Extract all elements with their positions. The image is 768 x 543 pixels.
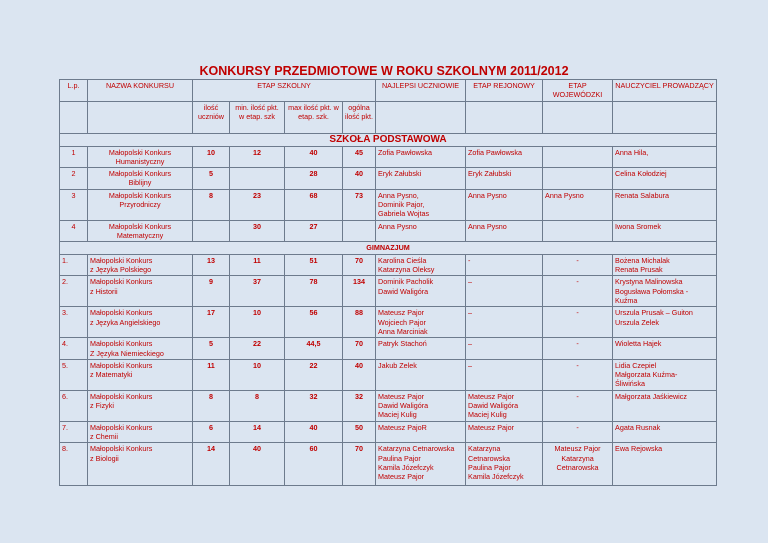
table-row bbox=[60, 307, 717, 338]
row-min: 10 bbox=[230, 359, 285, 390]
row-wojewodzki-line: Cetnarowska bbox=[556, 463, 599, 473]
row-nauczyciel bbox=[613, 338, 717, 360]
row-min: 8 bbox=[230, 390, 285, 421]
header-blank bbox=[613, 101, 717, 133]
row-rejonowy-line: – bbox=[468, 339, 473, 349]
row-max: 22 bbox=[285, 359, 343, 390]
row-rejonowy bbox=[466, 421, 543, 443]
row-wojewodzki bbox=[543, 254, 613, 276]
row-najlepsi bbox=[376, 146, 466, 168]
table-row bbox=[60, 276, 717, 307]
row-name bbox=[88, 421, 193, 443]
row-rejonowy bbox=[466, 443, 543, 486]
row-max: 51 bbox=[285, 254, 343, 276]
row-wojewodzki bbox=[543, 421, 613, 443]
row-najlepsi bbox=[376, 189, 466, 220]
row-najlepsi-line: Mateusz PajoR bbox=[378, 422, 427, 432]
row-min: 11 bbox=[230, 254, 285, 276]
row-name-line: Małopolski Konkurs bbox=[108, 147, 172, 157]
row-wojewodzki-line: - bbox=[576, 255, 579, 265]
row-najlepsi bbox=[376, 359, 466, 390]
row-najlepsi-line: Paulina Pajor bbox=[378, 453, 421, 463]
row-nauczyciel-line: Małgorzata Jaśkiewicz bbox=[615, 391, 687, 401]
row-lp: 5. bbox=[60, 359, 88, 390]
row-name bbox=[88, 146, 193, 168]
row-ilosc: 10 bbox=[193, 146, 230, 168]
row-rejonowy bbox=[466, 276, 543, 307]
row-nauczyciel bbox=[613, 254, 717, 276]
row-wojewodzki bbox=[543, 146, 613, 168]
row-min: 22 bbox=[230, 338, 285, 360]
row-name bbox=[88, 359, 193, 390]
row-name-line: z Historii bbox=[90, 286, 118, 296]
row-nauczyciel bbox=[613, 390, 717, 421]
row-nauczyciel-line: Bożena Michalak bbox=[615, 255, 670, 265]
table-row bbox=[60, 390, 717, 421]
row-wojewodzki bbox=[543, 359, 613, 390]
header-blank bbox=[88, 101, 193, 133]
row-najlepsi bbox=[376, 220, 466, 242]
row-ilosc: 9 bbox=[193, 276, 230, 307]
row-max: 68 bbox=[285, 189, 343, 220]
row-rejonowy-line: Anna Pysno bbox=[468, 221, 507, 231]
row-rejonowy-line: Paulina Pajor bbox=[468, 463, 511, 473]
row-name-line: Małopolski Konkurs bbox=[90, 422, 153, 432]
row-name-line: Z Języka Niemieckiego bbox=[90, 348, 164, 358]
row-najlepsi bbox=[376, 254, 466, 276]
row-najlepsi-line: Mateusz Pajor bbox=[378, 391, 424, 401]
row-min bbox=[230, 168, 285, 190]
row-najlepsi-line: Eryk Załubski bbox=[378, 169, 422, 179]
row-max: 44,5 bbox=[285, 338, 343, 360]
row-ilosc: 5 bbox=[193, 168, 230, 190]
row-wojewodzki bbox=[543, 189, 613, 220]
row-nauczyciel bbox=[613, 307, 717, 338]
row-min: 37 bbox=[230, 276, 285, 307]
row-nauczyciel-line: Agata Rusnak bbox=[615, 422, 661, 432]
row-najlepsi-line: Dawid Waligóra bbox=[378, 401, 429, 411]
row-rejonowy-line: – bbox=[468, 308, 473, 318]
table-row bbox=[60, 220, 717, 242]
row-ogolna: 40 bbox=[343, 359, 376, 390]
row-nauczyciel bbox=[613, 359, 717, 390]
row-name-line: Małopolski Konkurs bbox=[90, 391, 153, 401]
row-nauczyciel bbox=[613, 421, 717, 443]
row-ogolna: 70 bbox=[343, 443, 376, 486]
row-ogolna: 70 bbox=[343, 254, 376, 276]
row-rejonowy-line: Dawid Waligóra bbox=[468, 401, 519, 411]
row-najlepsi-line: Kamila Józefczyk bbox=[378, 463, 434, 473]
row-rejonowy-line: Cetnarowska bbox=[468, 453, 510, 463]
table-row bbox=[60, 146, 717, 168]
header-etap-szkolny: ETAP SZKOLNY bbox=[193, 80, 376, 102]
row-min: 40 bbox=[230, 443, 285, 486]
row-nauczyciel-line: Kuźma bbox=[615, 295, 638, 305]
table-row bbox=[60, 168, 717, 190]
row-lp: 4. bbox=[60, 338, 88, 360]
row-najlepsi bbox=[376, 307, 466, 338]
row-ilosc: 5 bbox=[193, 338, 230, 360]
row-najlepsi-line: Katarzyna Cetnarowska bbox=[378, 444, 455, 454]
row-min: 23 bbox=[230, 189, 285, 220]
row-ogolna bbox=[343, 220, 376, 242]
row-nauczyciel-line: Krystyna Malinowska bbox=[615, 277, 683, 287]
header-blank bbox=[543, 101, 613, 133]
row-nauczyciel bbox=[613, 276, 717, 307]
row-ilosc: 17 bbox=[193, 307, 230, 338]
row-rejonowy bbox=[466, 220, 543, 242]
row-najlepsi-line: Dawid Waligóra bbox=[378, 286, 429, 296]
row-name bbox=[88, 443, 193, 486]
row-najlepsi-line: Gabriela Wojtas bbox=[378, 209, 430, 219]
header-ilosc: ilość uczniów bbox=[193, 101, 230, 133]
row-rejonowy-line: Katarzyna bbox=[468, 444, 501, 454]
row-ogolna: 45 bbox=[343, 146, 376, 168]
row-lp: 2. bbox=[60, 276, 88, 307]
row-lp: 1 bbox=[60, 146, 88, 168]
row-nauczyciel bbox=[613, 220, 717, 242]
row-ilosc: 14 bbox=[193, 443, 230, 486]
row-rejonowy-line: - bbox=[468, 255, 471, 265]
row-rejonowy bbox=[466, 307, 543, 338]
section-heading-podstawowa: SZKOŁA PODSTAWOWA bbox=[60, 133, 717, 146]
row-najlepsi-line: Mateusz Pajor bbox=[378, 308, 424, 318]
row-lp: 2 bbox=[60, 168, 88, 190]
row-name-line: z Chemii bbox=[90, 432, 118, 442]
row-name-line: z Języka Angielskiego bbox=[90, 317, 161, 327]
row-najlepsi-line: Mateusz Pajor bbox=[378, 472, 424, 482]
row-najlepsi-line: Dominik Pacholik bbox=[378, 277, 434, 287]
row-ogolna: 32 bbox=[343, 390, 376, 421]
row-wojewodzki bbox=[543, 220, 613, 242]
row-rejonowy bbox=[466, 189, 543, 220]
row-rejonowy bbox=[466, 254, 543, 276]
row-wojewodzki bbox=[543, 338, 613, 360]
row-rejonowy bbox=[466, 146, 543, 168]
row-lp: 6. bbox=[60, 390, 88, 421]
row-najlepsi-line: Patryk Stachoń bbox=[378, 339, 427, 349]
row-nauczyciel bbox=[613, 146, 717, 168]
row-max: 27 bbox=[285, 220, 343, 242]
row-najlepsi-line: Anna Pysno, bbox=[378, 190, 419, 200]
row-najlepsi-line: Dominik Pajor, bbox=[378, 200, 425, 210]
row-nauczyciel-line: Iwona Sromek bbox=[615, 221, 661, 231]
row-nauczyciel-line: Bogusława Połomska - bbox=[615, 286, 689, 296]
row-ilosc bbox=[193, 220, 230, 242]
table-row bbox=[60, 359, 717, 390]
row-najlepsi bbox=[376, 390, 466, 421]
row-wojewodzki-line: - bbox=[576, 277, 579, 287]
row-wojewodzki bbox=[543, 276, 613, 307]
header-nazwa: NAZWA KONKURSU bbox=[88, 80, 193, 102]
row-name-line: z Matematyki bbox=[90, 370, 133, 380]
row-rejonowy-line: Eryk Załubski bbox=[468, 169, 512, 179]
header-max: max ilość pkt. w etap. szk. bbox=[285, 101, 343, 133]
row-rejonowy-line: – bbox=[468, 277, 473, 287]
row-name bbox=[88, 390, 193, 421]
row-najlepsi-line: Wojciech Pajor bbox=[378, 317, 426, 327]
row-rejonowy-line: Mateusz Pajor bbox=[468, 391, 514, 401]
row-rejonowy-line: Kamila Józefczyk bbox=[468, 472, 524, 482]
row-najlepsi bbox=[376, 338, 466, 360]
header-min: min. ilość pkt. w etap. szk bbox=[230, 101, 285, 133]
header-lp: L.p. bbox=[60, 80, 88, 102]
row-wojewodzki-line: Katarzyna bbox=[561, 453, 594, 463]
table-row bbox=[60, 421, 717, 443]
table-row bbox=[60, 189, 717, 220]
row-ogolna: 134 bbox=[343, 276, 376, 307]
row-ogolna: 40 bbox=[343, 168, 376, 190]
row-nauczyciel-line: Lidia Czepiel bbox=[615, 360, 657, 370]
row-lp: 3. bbox=[60, 307, 88, 338]
row-ilosc: 8 bbox=[193, 189, 230, 220]
row-min: 30 bbox=[230, 220, 285, 242]
row-ogolna: 70 bbox=[343, 338, 376, 360]
row-wojewodzki-line: Anna Pysno bbox=[545, 190, 584, 200]
table-row bbox=[60, 443, 717, 486]
row-name-line: Małopolski Konkurs bbox=[90, 255, 153, 265]
row-rejonowy bbox=[466, 390, 543, 421]
row-nauczyciel-line: Renata Prusak bbox=[615, 264, 663, 274]
row-name-line: z Fizyki bbox=[90, 401, 114, 411]
row-ilosc: 6 bbox=[193, 421, 230, 443]
row-name-line: z Języka Polskiego bbox=[90, 264, 152, 274]
row-rejonowy-line: Zofia Pawłowska bbox=[468, 147, 522, 157]
row-najlepsi bbox=[376, 168, 466, 190]
row-min: 10 bbox=[230, 307, 285, 338]
header-blank bbox=[376, 101, 466, 133]
row-najlepsi-line: Zofia Pawłowska bbox=[378, 147, 432, 157]
row-najlepsi-line: Jakub Zelek bbox=[378, 360, 417, 370]
row-name bbox=[88, 338, 193, 360]
row-rejonowy bbox=[466, 338, 543, 360]
row-najlepsi bbox=[376, 443, 466, 486]
table-row bbox=[60, 338, 717, 360]
row-rejonowy bbox=[466, 359, 543, 390]
row-wojewodzki bbox=[543, 390, 613, 421]
row-lp: 7. bbox=[60, 421, 88, 443]
contest-table bbox=[59, 79, 717, 486]
row-wojewodzki bbox=[543, 168, 613, 190]
row-ogolna: 73 bbox=[343, 189, 376, 220]
row-lp: 4 bbox=[60, 220, 88, 242]
row-nauczyciel-line: Anna Hila, bbox=[615, 147, 649, 157]
row-name-line: Matematyczny bbox=[116, 231, 164, 241]
row-nauczyciel bbox=[613, 168, 717, 190]
header-rejonowy: ETAP REJONOWY bbox=[466, 80, 543, 102]
row-nauczyciel-line: Wioletta Hajek bbox=[615, 339, 662, 349]
row-name-line: Małopolski Konkurs bbox=[90, 308, 153, 318]
row-wojewodzki-line: - bbox=[576, 391, 579, 401]
row-ilosc: 8 bbox=[193, 390, 230, 421]
row-najlepsi-line: Anna Marciniak bbox=[378, 326, 428, 336]
row-name-line: Małopolski Konkurs bbox=[108, 169, 172, 179]
row-name-line: Małopolski Konkurs bbox=[90, 277, 153, 287]
row-nauczyciel-line: Śliwińska bbox=[615, 379, 645, 389]
row-max: 32 bbox=[285, 390, 343, 421]
row-najlepsi-line: Anna Pysno bbox=[378, 221, 417, 231]
row-nauczyciel-line: Renata Salabura bbox=[615, 190, 669, 200]
row-rejonowy-line: Maciej Kulig bbox=[468, 410, 507, 420]
row-najlepsi-line: Karolina Cieśla bbox=[378, 255, 427, 265]
row-min: 12 bbox=[230, 146, 285, 168]
row-najlepsi-line: Katarzyna Oleksy bbox=[378, 264, 435, 274]
header-blank bbox=[60, 101, 88, 133]
row-lp: 1. bbox=[60, 254, 88, 276]
row-name bbox=[88, 220, 193, 242]
row-wojewodzki-line: - bbox=[576, 339, 579, 349]
row-rejonowy-line: Mateusz Pajor bbox=[468, 422, 514, 432]
header-ogolna: ogólna ilość pkt. bbox=[343, 101, 376, 133]
row-name bbox=[88, 254, 193, 276]
row-nauczyciel-line: Urszula Zelek bbox=[615, 317, 659, 327]
row-max: 28 bbox=[285, 168, 343, 190]
row-name-line: Małopolski Konkurs bbox=[90, 339, 153, 349]
row-ilosc: 13 bbox=[193, 254, 230, 276]
row-wojewodzki bbox=[543, 307, 613, 338]
row-wojewodzki-line: - bbox=[576, 422, 579, 432]
header-najlepsi: NAJLEPSI UCZNIOWIE bbox=[376, 80, 466, 102]
row-name-line: Przyrodniczy bbox=[119, 200, 161, 210]
row-name-line: Małopolski Konkurs bbox=[108, 221, 172, 231]
row-wojewodzki-line: Mateusz Pajor bbox=[554, 444, 601, 454]
row-name-line: z Biologii bbox=[90, 453, 119, 463]
row-max: 60 bbox=[285, 443, 343, 486]
row-rejonowy bbox=[466, 168, 543, 190]
row-name bbox=[88, 276, 193, 307]
row-wojewodzki-line: - bbox=[576, 308, 579, 318]
row-najlepsi bbox=[376, 276, 466, 307]
row-ogolna: 50 bbox=[343, 421, 376, 443]
row-nauczyciel-line: Ewa Rejowska bbox=[615, 444, 663, 454]
row-name-line: Biblijny bbox=[128, 178, 152, 188]
row-rejonowy-line: – bbox=[468, 360, 473, 370]
header-blank bbox=[466, 101, 543, 133]
row-max: 56 bbox=[285, 307, 343, 338]
row-nauczyciel bbox=[613, 189, 717, 220]
row-name-line: Humanistyczny bbox=[115, 156, 165, 166]
row-max: 40 bbox=[285, 146, 343, 168]
row-ilosc: 11 bbox=[193, 359, 230, 390]
row-name-line: Małopolski Konkurs bbox=[90, 360, 153, 370]
row-name-line: Małopolski Konkurs bbox=[90, 444, 153, 454]
row-name bbox=[88, 307, 193, 338]
row-nauczyciel-line: Małgorzata Kuźma- bbox=[615, 370, 678, 380]
row-name bbox=[88, 168, 193, 190]
header-nauczyciel: NAUCZYCIEL PROWADZĄCY bbox=[613, 80, 717, 102]
row-nauczyciel bbox=[613, 443, 717, 486]
header-wojewodzki: ETAP WOJEWÓDZKI bbox=[543, 80, 613, 102]
row-lp: 8. bbox=[60, 443, 88, 486]
document-title: KONKURSY PRZEDMIOTOWE W ROKU SZKOLNYM 2011/2012 bbox=[199, 64, 569, 78]
row-max: 78 bbox=[285, 276, 343, 307]
table-row bbox=[60, 254, 717, 276]
row-rejonowy-line: Anna Pysno bbox=[468, 190, 507, 200]
row-wojewodzki-line: - bbox=[576, 360, 579, 370]
section-heading-gimnazjum: GIMNAZJUM bbox=[60, 242, 717, 254]
row-min: 14 bbox=[230, 421, 285, 443]
row-name-line: Małopolski Konkurs bbox=[108, 190, 172, 200]
row-nauczyciel-line: Urszula Prusak – Guiton bbox=[615, 308, 693, 318]
row-najlepsi-line: Maciej Kulig bbox=[378, 410, 417, 420]
row-wojewodzki bbox=[543, 443, 613, 486]
row-nauczyciel-line: Celina Kołodziej bbox=[615, 169, 667, 179]
row-lp: 3 bbox=[60, 189, 88, 220]
row-ogolna: 88 bbox=[343, 307, 376, 338]
row-max: 40 bbox=[285, 421, 343, 443]
row-najlepsi bbox=[376, 421, 466, 443]
row-name bbox=[88, 189, 193, 220]
